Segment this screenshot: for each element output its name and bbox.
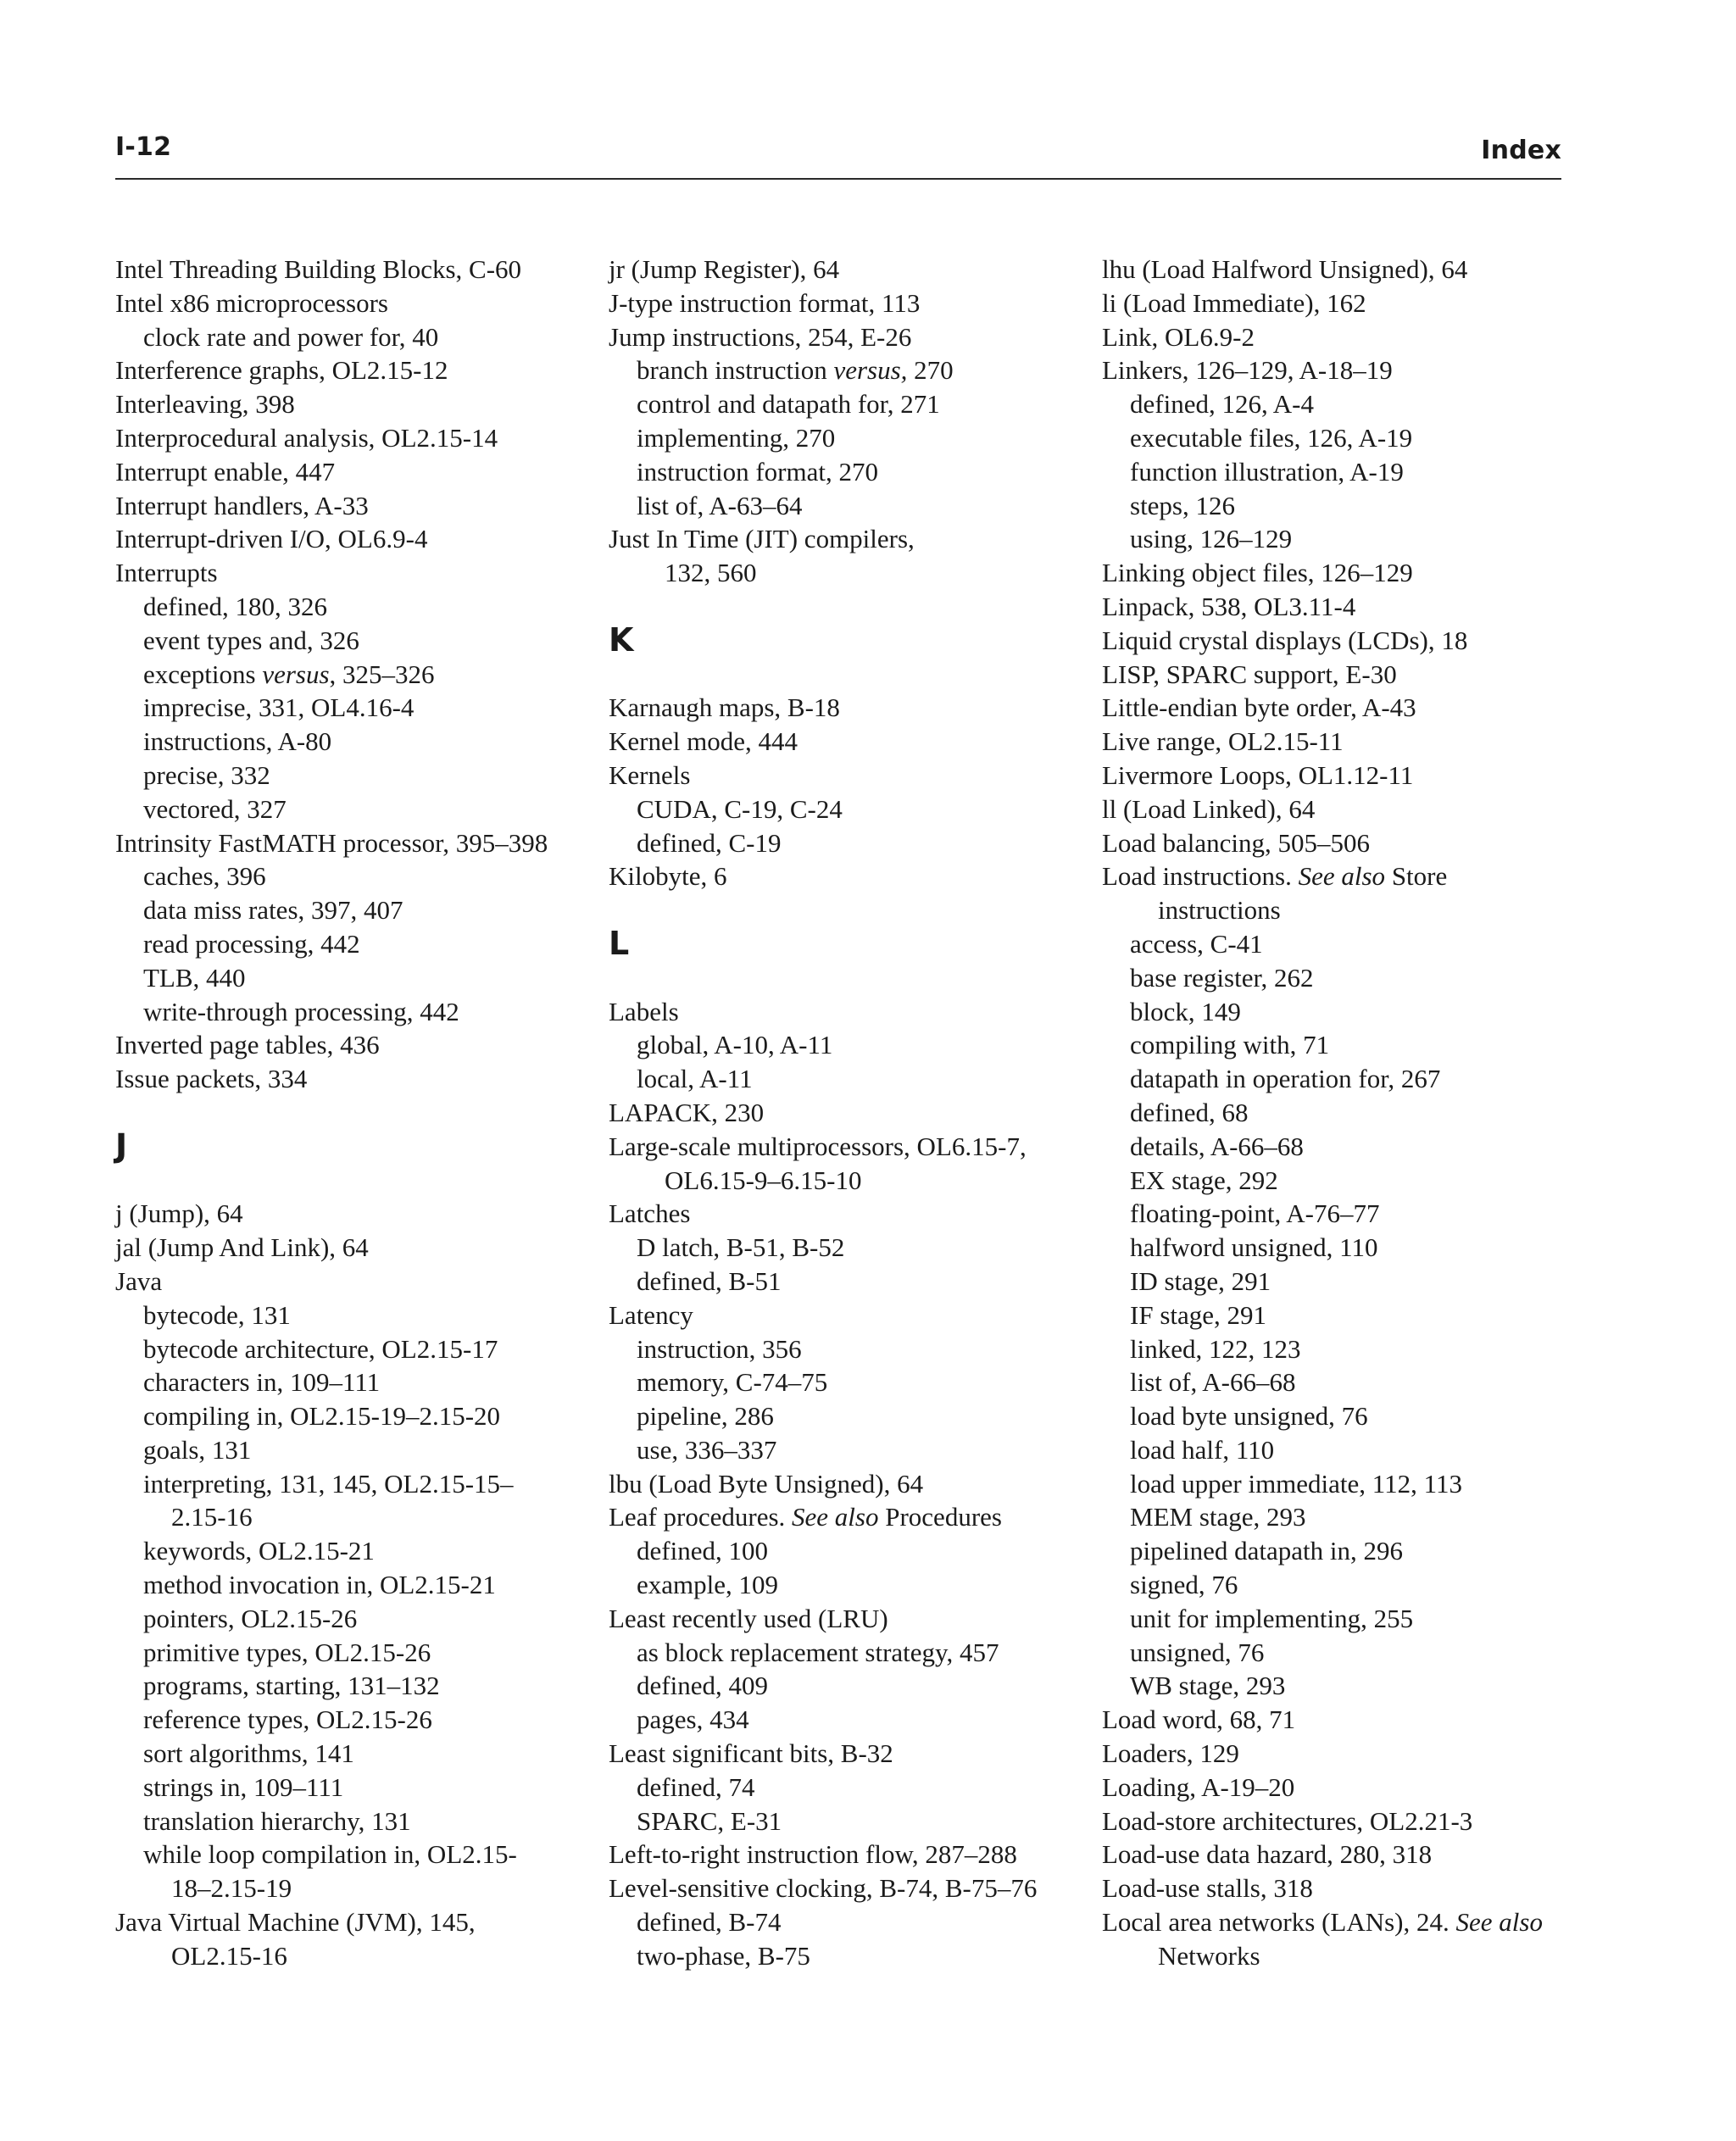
- index-entry: [609, 1602, 1083, 1636]
- entry-text: event types and, 326: [143, 625, 359, 655]
- index-subentry: [609, 1636, 1083, 1670]
- entry-text: Intrinsity FastMATH processor, 395–398: [115, 827, 548, 858]
- entry-text: Load-use stalls, 318: [1102, 1873, 1313, 1904]
- entry-continuation: 18–2.15-19: [171, 1873, 292, 1904]
- index-entry: [1102, 1838, 1577, 1871]
- entry-text: characters in, 109–111: [143, 1367, 381, 1398]
- index-entry: [609, 725, 1083, 759]
- letter-heading: K: [609, 620, 634, 659]
- index-subentry: [115, 624, 590, 658]
- entry-text: defined, B-51: [637, 1265, 782, 1296]
- index-entry: [609, 1197, 1083, 1231]
- index-entry: [1102, 759, 1577, 792]
- letter-heading: J: [115, 1126, 128, 1165]
- entry-text: Livermore Loops, OL1.12-11: [1102, 759, 1414, 790]
- index-subentry: [115, 691, 590, 725]
- index-subentry: [609, 1534, 1083, 1568]
- entry-text: programs, starting, 131–132: [143, 1671, 440, 1701]
- entry-text: Intel Threading Building Blocks, C-60: [115, 254, 522, 284]
- entry-text: Intel x86 microprocessors: [115, 287, 388, 318]
- letter-heading: L: [609, 925, 630, 963]
- index-entry: [115, 1062, 590, 1096]
- index-subentry: [115, 1399, 590, 1433]
- entry-text: bytecode, 131: [143, 1299, 291, 1330]
- entry-text: Least recently used (LRU): [609, 1603, 888, 1633]
- entry-text: ll (Load Linked), 64: [1102, 793, 1316, 824]
- index-entry: [609, 320, 1083, 354]
- index-subentry: [1102, 1197, 1577, 1231]
- entry-text: Procedures: [878, 1502, 1002, 1532]
- index-subentry: [115, 725, 590, 759]
- index-subentry: [1102, 927, 1577, 961]
- entry-text: j (Jump), 64: [115, 1198, 243, 1229]
- entry-text: load upper immediate, 112, 113: [1130, 1468, 1462, 1499]
- index-column-2: [609, 253, 1083, 1973]
- entry-text: defined, 126, A-4: [1130, 389, 1314, 420]
- index-subentry: [115, 792, 590, 826]
- index-subentry: [1102, 1332, 1577, 1366]
- entry-text: jal (Jump And Link), 64: [115, 1232, 369, 1263]
- entry-text: Kernels: [609, 759, 691, 790]
- index-subentry: [609, 421, 1083, 455]
- entry-text: strings in, 109–111: [143, 1771, 344, 1802]
- index-entry: [1102, 1771, 1577, 1805]
- entry-text: caches, 396: [143, 861, 266, 892]
- index-subentry: [1102, 1399, 1577, 1433]
- index-subentry: [115, 961, 590, 995]
- entry-text: IF stage, 291: [1130, 1299, 1267, 1330]
- entry-text: Leaf procedures.: [609, 1502, 793, 1532]
- index-subentry: [609, 1062, 1083, 1096]
- index-subentry: [609, 1028, 1083, 1062]
- index-entry: [115, 1231, 590, 1265]
- entry-text: Karnaugh maps, B-18: [609, 692, 840, 723]
- index-subentry: [609, 1805, 1083, 1838]
- index-entry: [115, 522, 590, 556]
- entry-continuation: 2.15-16: [171, 1502, 253, 1532]
- index-entry: [609, 1871, 1083, 1905]
- entry-text: defined, 180, 326: [143, 591, 327, 621]
- index-subentry: [1102, 1568, 1577, 1602]
- index-subentry: [1102, 421, 1577, 455]
- section-title: Index: [1481, 136, 1561, 165]
- index-entry: [1102, 286, 1577, 320]
- entry-text: Load-use data hazard, 280, 318: [1102, 1839, 1433, 1870]
- index-subentry: [1102, 387, 1577, 421]
- entry-text: example, 109: [637, 1570, 779, 1600]
- index-subentry: [115, 658, 590, 692]
- entry-text: base register, 262: [1130, 962, 1314, 993]
- index-subentry: [115, 859, 590, 893]
- index-entry: [609, 1467, 1083, 1501]
- index-entry: [609, 1299, 1083, 1332]
- entry-text: , 325–326: [329, 659, 435, 689]
- entry-text: Loading, A-19–20: [1102, 1771, 1295, 1802]
- index-entry: [115, 1028, 590, 1062]
- entry-text: function illustration, A-19: [1130, 456, 1404, 487]
- index-subentry: [1102, 489, 1577, 523]
- index-column-3: [1102, 253, 1577, 1973]
- index-entry: [115, 421, 590, 455]
- entry-text: Liquid crystal displays (LCDs), 18: [1102, 625, 1468, 655]
- entry-text: vectored, 327: [143, 793, 287, 824]
- index-subentry: [115, 1737, 590, 1771]
- index-entry: [115, 1905, 590, 1973]
- index-subentry: [115, 590, 590, 624]
- index-entry: [609, 759, 1083, 792]
- index-subentry: [609, 1568, 1083, 1602]
- entry-text: li (Load Immediate), 162: [1102, 287, 1366, 318]
- entry-text: list of, A-66–68: [1130, 1367, 1296, 1398]
- index-entry: [609, 253, 1083, 286]
- index-subentry: [609, 1939, 1083, 1973]
- index-entry: [609, 691, 1083, 725]
- index-entry: [115, 826, 590, 860]
- entry-text: floating-point, A-76–77: [1130, 1198, 1380, 1229]
- page-number: I-12: [115, 132, 172, 162]
- index-subentry: [115, 927, 590, 961]
- entry-text: details, A-66–68: [1130, 1131, 1304, 1161]
- entry-text: Little-endian byte order, A-43: [1102, 692, 1416, 723]
- entry-text: Load word, 68, 71: [1102, 1704, 1296, 1735]
- index-subentry: [609, 1905, 1083, 1939]
- entry-text: WB stage, 293: [1130, 1671, 1286, 1701]
- entry-text: block, 149: [1130, 996, 1241, 1026]
- index-entry: [609, 522, 1083, 590]
- index-subentry: [609, 1231, 1083, 1265]
- entry-text: Labels: [609, 996, 679, 1026]
- index-entry: [1102, 725, 1577, 759]
- entry-text: Issue packets, 334: [115, 1064, 308, 1094]
- entry-text: SPARC, E-31: [637, 1805, 782, 1836]
- index-entry: [609, 1737, 1083, 1771]
- entry-text: Left-to-right instruction flow, 287–288: [609, 1839, 1017, 1870]
- index-subentry: [115, 1365, 590, 1399]
- entry-text: defined, B-74: [637, 1907, 782, 1938]
- index-subentry: [1102, 1231, 1577, 1265]
- entry-text: Store: [1385, 861, 1448, 892]
- index-entry: [1102, 658, 1577, 692]
- entry-text: Level-sensitive clocking, B-74, B-75–76: [609, 1873, 1038, 1904]
- index-subentry: [115, 1299, 590, 1332]
- entry-text: control and datapath for, 271: [637, 389, 940, 420]
- index-subentry: [1102, 1433, 1577, 1467]
- index-subentry: [1102, 1669, 1577, 1703]
- index-subentry: [115, 1534, 590, 1568]
- index-subentry: [609, 1399, 1083, 1433]
- entry-text: Latches: [609, 1198, 691, 1229]
- entry-text: Just In Time (JIT) compilers,: [609, 524, 915, 554]
- entry-text: global, A-10, A-11: [637, 1030, 833, 1060]
- entry-text: J-type instruction format, 113: [609, 287, 921, 318]
- entry-text: translation hierarchy, 131: [143, 1805, 411, 1836]
- index-entry: [1102, 792, 1577, 826]
- index-subentry: [609, 1669, 1083, 1703]
- entry-text: pages, 434: [637, 1704, 749, 1735]
- italic-term: See also: [792, 1502, 879, 1532]
- entry-text: defined, 68: [1130, 1097, 1249, 1127]
- index-subentry: [609, 1433, 1083, 1467]
- entry-text: unsigned, 76: [1130, 1637, 1265, 1667]
- entry-text: access, C-41: [1130, 928, 1263, 959]
- index-subentry: [1102, 1096, 1577, 1130]
- index-subentry: [609, 826, 1083, 860]
- index-subentry: [115, 1669, 590, 1703]
- index-subentry: [1102, 1534, 1577, 1568]
- entry-text: branch instruction: [637, 355, 834, 386]
- index-subentry: [1102, 522, 1577, 556]
- entry-text: Interrupts: [115, 558, 218, 588]
- index-subentry: [115, 1805, 590, 1838]
- index-subentry: [1102, 961, 1577, 995]
- index-entry: [609, 1096, 1083, 1130]
- entry-text: Load balancing, 505–506: [1102, 827, 1370, 858]
- index-subentry: [115, 1771, 590, 1805]
- entry-text: implementing, 270: [637, 422, 836, 453]
- entry-text: Least significant bits, B-32: [609, 1738, 893, 1769]
- index-subentry: [1102, 1500, 1577, 1534]
- entry-text: Kernel mode, 444: [609, 726, 798, 757]
- entry-text: linked, 122, 123: [1130, 1333, 1301, 1364]
- entry-text: ID stage, 291: [1130, 1265, 1271, 1296]
- index-entry: [609, 1500, 1083, 1534]
- entry-text: Interrupt enable, 447: [115, 456, 336, 487]
- entry-text: defined, 100: [637, 1536, 768, 1566]
- entry-text: instruction, 356: [637, 1333, 802, 1364]
- index-subentry: [115, 1568, 590, 1602]
- entry-continuation: OL2.15-16: [171, 1940, 287, 1971]
- index-subentry: [115, 893, 590, 927]
- entry-continuation: OL6.15-9–6.15-10: [665, 1165, 862, 1195]
- index-entry: [115, 489, 590, 523]
- entry-text: Java Virtual Machine (JVM), 145,: [115, 1907, 476, 1938]
- index-entry: [115, 286, 590, 320]
- index-subentry: [1102, 1028, 1577, 1062]
- index-entry: [1102, 253, 1577, 286]
- entry-text: list of, A-63–64: [637, 490, 803, 520]
- index-subentry: [1102, 1636, 1577, 1670]
- entry-text: Linkers, 126–129, A-18–19: [1102, 355, 1393, 386]
- index-entry: [115, 353, 590, 387]
- index-entry: [1102, 624, 1577, 658]
- entry-text: method invocation in, OL2.15-21: [143, 1570, 496, 1600]
- index-subentry: [609, 1265, 1083, 1299]
- entry-text: write-through processing, 442: [143, 996, 459, 1026]
- index-subentry: [1102, 1164, 1577, 1198]
- entry-text: bytecode architecture, OL2.15-17: [143, 1333, 498, 1364]
- entry-text: Jump instructions, 254, E-26: [609, 321, 912, 352]
- index-subentry: [609, 1771, 1083, 1805]
- entry-text: TLB, 440: [143, 962, 246, 993]
- entry-text: halfword unsigned, 110: [1130, 1232, 1378, 1263]
- index-entry: [1102, 691, 1577, 725]
- entry-text: Live range, OL2.15-11: [1102, 726, 1344, 757]
- entry-text: Java: [115, 1265, 163, 1296]
- entry-text: Large-scale multiprocessors, OL6.15-7,: [609, 1131, 1027, 1161]
- entry-text: Interference graphs, OL2.15-12: [115, 355, 448, 386]
- italic-term: versus: [262, 659, 330, 689]
- entry-text: primitive types, OL2.15-26: [143, 1637, 431, 1667]
- entry-text: LISP, SPARC support, E-30: [1102, 659, 1397, 689]
- entry-text: load byte unsigned, 76: [1130, 1401, 1368, 1432]
- entry-text: Linpack, 538, OL3.11-4: [1102, 591, 1356, 621]
- index-subentry: [609, 1365, 1083, 1399]
- entry-text: while loop compilation in, OL2.15-: [143, 1839, 517, 1870]
- entry-text: imprecise, 331, OL4.16-4: [143, 692, 415, 723]
- index-entry: [115, 1265, 590, 1299]
- index-entry: [115, 253, 590, 286]
- entry-continuation: instructions: [1158, 895, 1281, 926]
- index-entry: [609, 286, 1083, 320]
- index-subentry: [115, 1636, 590, 1670]
- index-subentry: [1102, 1299, 1577, 1332]
- entry-text: clock rate and power for, 40: [143, 321, 439, 352]
- entry-text: load half, 110: [1130, 1434, 1275, 1465]
- index-entry: [1102, 826, 1577, 860]
- entry-text: Interrupt handlers, A-33: [115, 490, 369, 520]
- entry-text: D latch, B-51, B-52: [637, 1232, 845, 1263]
- entry-text: using, 126–129: [1130, 524, 1293, 554]
- index-entry: [1102, 556, 1577, 590]
- index-entry: [1102, 353, 1577, 387]
- italic-term: See also: [1455, 1907, 1543, 1938]
- entry-text: defined, 409: [637, 1671, 768, 1701]
- entry-text: signed, 76: [1130, 1570, 1238, 1600]
- entry-text: Inverted page tables, 436: [115, 1030, 380, 1060]
- index-entry: [609, 1838, 1083, 1871]
- index-subentry: [609, 353, 1083, 387]
- entry-continuation: 132, 560: [665, 558, 757, 588]
- index-entry: [1102, 1805, 1577, 1838]
- entry-text: as block replacement strategy, 457: [637, 1637, 999, 1667]
- index-subentry: [1102, 1602, 1577, 1636]
- entry-continuation: Networks: [1158, 1940, 1260, 1971]
- entry-text: pipelined datapath in, 296: [1130, 1536, 1403, 1566]
- entry-text: keywords, OL2.15-21: [143, 1536, 375, 1566]
- entry-text: compiling in, OL2.15-19–2.15-20: [143, 1401, 501, 1432]
- index-entry: [1102, 859, 1577, 927]
- entry-text: lbu (Load Byte Unsigned), 64: [609, 1468, 924, 1499]
- entry-text: lhu (Load Halfword Unsigned), 64: [1102, 254, 1468, 284]
- entry-text: pipeline, 286: [637, 1401, 774, 1432]
- index-subentry: [1102, 1130, 1577, 1164]
- entry-text: sort algorithms, 141: [143, 1738, 354, 1769]
- entry-text: Link, OL6.9-2: [1102, 321, 1255, 352]
- index-subentry: [115, 1433, 590, 1467]
- entry-text: compiling with, 71: [1130, 1030, 1330, 1060]
- entry-text: precise, 332: [143, 759, 270, 790]
- entry-text: instructions, A-80: [143, 726, 332, 757]
- index-entry: [609, 995, 1083, 1029]
- entry-text: data miss rates, 397, 407: [143, 895, 403, 926]
- index-subentry: [609, 455, 1083, 489]
- index-entry: [609, 859, 1083, 893]
- entry-text: Interleaving, 398: [115, 389, 295, 420]
- index-subentry: [115, 1332, 590, 1366]
- index-subentry: [609, 1703, 1083, 1737]
- entry-text: Kilobyte, 6: [609, 861, 727, 892]
- index-subentry: [1102, 1365, 1577, 1399]
- entry-text: interpreting, 131, 145, OL2.15-15–: [143, 1468, 514, 1499]
- entry-text: memory, C-74–75: [637, 1367, 828, 1398]
- index-subentry: [1102, 455, 1577, 489]
- entry-text: Load instructions.: [1102, 861, 1299, 892]
- entry-text: use, 336–337: [637, 1434, 777, 1465]
- index-entry: [609, 1130, 1083, 1198]
- index-entry: [115, 1197, 590, 1231]
- index-entry: [115, 387, 590, 421]
- italic-term: See also: [1298, 861, 1386, 892]
- index-subentry: [115, 995, 590, 1029]
- index-subentry: [609, 489, 1083, 523]
- index-subentry: [609, 387, 1083, 421]
- index-entry: [1102, 1871, 1577, 1905]
- entry-text: reference types, OL2.15-26: [143, 1704, 432, 1735]
- index-subentry: [115, 1602, 590, 1636]
- entry-text: EX stage, 292: [1130, 1165, 1278, 1195]
- index-subentry: [1102, 1467, 1577, 1501]
- entry-text: Local area networks (LANs), 24.: [1102, 1907, 1456, 1938]
- entry-text: unit for implementing, 255: [1130, 1603, 1414, 1633]
- entry-text: Loaders, 129: [1102, 1738, 1239, 1769]
- entry-text: executable files, 126, A-19: [1130, 422, 1413, 453]
- index-column-1: [115, 253, 590, 1973]
- entry-text: jr (Jump Register), 64: [609, 254, 840, 284]
- entry-text: Interprocedural analysis, OL2.15-14: [115, 422, 498, 453]
- index-entry: [115, 455, 590, 489]
- index-subentry: [115, 1467, 590, 1535]
- index-entry: [1102, 1703, 1577, 1737]
- entry-text: two-phase, B-75: [637, 1940, 810, 1971]
- entry-text: Load-store architectures, OL2.21-3: [1102, 1805, 1473, 1836]
- index-subentry: [115, 320, 590, 354]
- index-subentry: [1102, 1062, 1577, 1096]
- index-subentry: [115, 759, 590, 792]
- index-entry: [1102, 1905, 1577, 1973]
- index-subentry: [115, 1703, 590, 1737]
- entry-text: Linking object files, 126–129: [1102, 558, 1413, 588]
- entry-text: instruction format, 270: [637, 456, 878, 487]
- entry-text: MEM stage, 293: [1130, 1502, 1306, 1532]
- entry-text: goals, 131: [143, 1434, 252, 1465]
- entry-text: defined, 74: [637, 1771, 755, 1802]
- entry-text: read processing, 442: [143, 928, 360, 959]
- index-entry: [1102, 1737, 1577, 1771]
- entry-text: steps, 126: [1130, 490, 1235, 520]
- entry-text: defined, C-19: [637, 827, 782, 858]
- entry-text: LAPACK, 230: [609, 1097, 765, 1127]
- index-subentry: [115, 1838, 590, 1905]
- entry-text: local, A-11: [637, 1064, 753, 1094]
- entry-text: CUDA, C-19, C-24: [637, 793, 843, 824]
- entry-text: exceptions: [143, 659, 263, 689]
- entry-text: datapath in operation for, 267: [1130, 1064, 1441, 1094]
- entry-text: Latency: [609, 1299, 693, 1330]
- index-subentry: [1102, 1265, 1577, 1299]
- index-entry: [115, 556, 590, 590]
- index-entry: [1102, 320, 1577, 354]
- index-entry: [1102, 590, 1577, 624]
- entry-text: Interrupt-driven I/O, OL6.9-4: [115, 524, 428, 554]
- index-subentry: [609, 1332, 1083, 1366]
- entry-text: 270: [907, 355, 954, 386]
- index-subentry: [1102, 995, 1577, 1029]
- entry-text: pointers, OL2.15-26: [143, 1603, 358, 1633]
- index-subentry: [609, 792, 1083, 826]
- running-head: [115, 129, 1561, 180]
- italic-term: versus,: [833, 355, 908, 386]
